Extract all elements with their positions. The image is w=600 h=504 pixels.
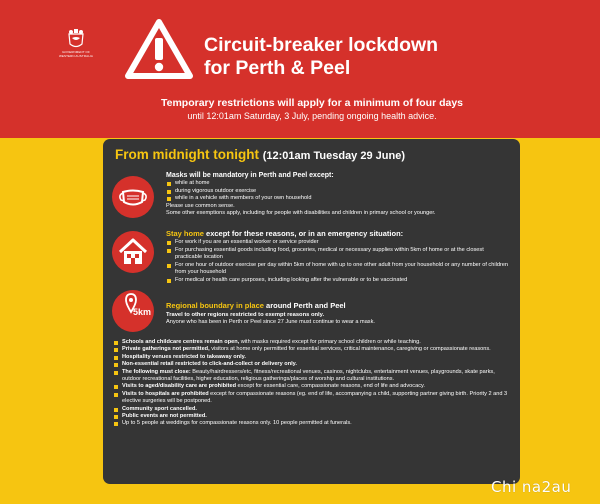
regional-heading xyxy=(166,301,512,311)
mask-circle xyxy=(112,176,154,218)
list-item: Hospitality venues restricted to takeaway only. xyxy=(113,354,511,361)
masks-section xyxy=(166,171,512,218)
page-title xyxy=(204,34,504,80)
list-item: Schools and childcare centres remain open, with masks required except for primary school children or while teaching. xyxy=(113,339,511,346)
regional-label: Regional boundary in place xyxy=(166,301,264,310)
list-item: during vigorous outdoor exercise xyxy=(166,188,512,196)
headline-main: From midnight tonight xyxy=(115,147,259,162)
stay-home-label: Stay home xyxy=(166,229,204,238)
list-item: Community sport cancelled. xyxy=(113,406,511,413)
list-item: Private gatherings not permitted, visitors at home only permitted for essential services, critical maintenance, caregiving or compassionate reasons. xyxy=(113,346,511,353)
list-item: For purchasing essential goods including food, groceries, medical or necessary supplies within 5km of home or at the closest practicable location xyxy=(166,247,512,262)
crest-icon xyxy=(65,28,87,50)
list-item: For one hour of outdoor exercise per day within 5km of home with up to one other adult from your household or any number of children from your household xyxy=(166,262,512,277)
government-logo xyxy=(58,28,94,58)
distance-label: 5km xyxy=(133,307,152,317)
stay-home-heading xyxy=(166,229,512,239)
title-line-1: Circuit-breaker lockdown xyxy=(204,34,439,56)
masks-note: Please use common sense. xyxy=(166,202,235,209)
list-item: For medical or health care purposes, including looking after the vulnerable or to be vaccinated xyxy=(166,277,512,285)
subtitle-date: until 12:01am Saturday, 3 July, pending ongoing health advice. xyxy=(187,111,437,121)
home-circle xyxy=(112,231,154,273)
regional-travel: Travel to other regions restricted to exempt reasons only. xyxy=(166,312,325,318)
regional-mask-note: Anyone who has been in Perth or Peel since 27 June must continue to wear a mask. xyxy=(166,319,375,325)
list-item: Non-essential retail restricted to click-and-collect or delivery only. xyxy=(113,361,511,368)
warning-icon xyxy=(124,18,194,82)
face-mask-icon xyxy=(112,176,154,218)
masks-heading: Masks will be mandatory in Perth and Peel except: xyxy=(166,172,334,179)
restrictions-list xyxy=(113,339,511,428)
list-item: The following must close: Beauty/hairdressers/etc, fitness/recreational venues, casinos, nightclubs, entertainment venues, playgrounds, skate parks, outdoor recreational facilities, higher education, religious gatherings/places of worship and cultural institutions. xyxy=(113,369,511,384)
list-item: Up to 5 people at weddings for compassionate reasons only. 10 people permitted at funerals. xyxy=(113,420,511,427)
list-item: Visits to aged/disability care are prohibited except for essential care, compassionate reasons, end of life and advocacy. xyxy=(113,383,511,390)
house-icon xyxy=(112,231,154,273)
watermark: Chi na2au xyxy=(491,478,572,496)
list-item: Visits to hospitals are prohibited except for compassionate reasons (eg. end of life, accompanying a child, supporting partner giving birth. Priority 2 and 3 elective surgeries will be postponed. xyxy=(113,391,511,406)
list-item: while at home xyxy=(166,180,512,188)
title-line-2: for Perth & Peel xyxy=(204,57,351,79)
gov-logo-text: GOVERNMENT OF WESTERN AUSTRALIA xyxy=(58,50,94,58)
headline-time: (12:01am Tuesday 29 June) xyxy=(262,150,405,162)
regional-section xyxy=(166,301,512,327)
subtitle: Temporary restrictions will apply for a minimum of four days xyxy=(160,97,464,109)
masks-exemptions: Some other exemptions apply, including for people with disabilities and children in primary school or younger. xyxy=(166,210,436,217)
list-item: Public events are not permitted. xyxy=(113,413,511,420)
stay-home-section xyxy=(166,229,512,285)
list-item: For work if you are an essential worker or service provider xyxy=(166,239,512,247)
card-headline xyxy=(115,147,405,162)
list-item: while in a vehicle with members of your own household xyxy=(166,195,512,203)
regional-rest: around Perth and Peel xyxy=(266,301,346,310)
stay-home-rest: except for these reasons, or in an emergency situation: xyxy=(206,229,404,238)
